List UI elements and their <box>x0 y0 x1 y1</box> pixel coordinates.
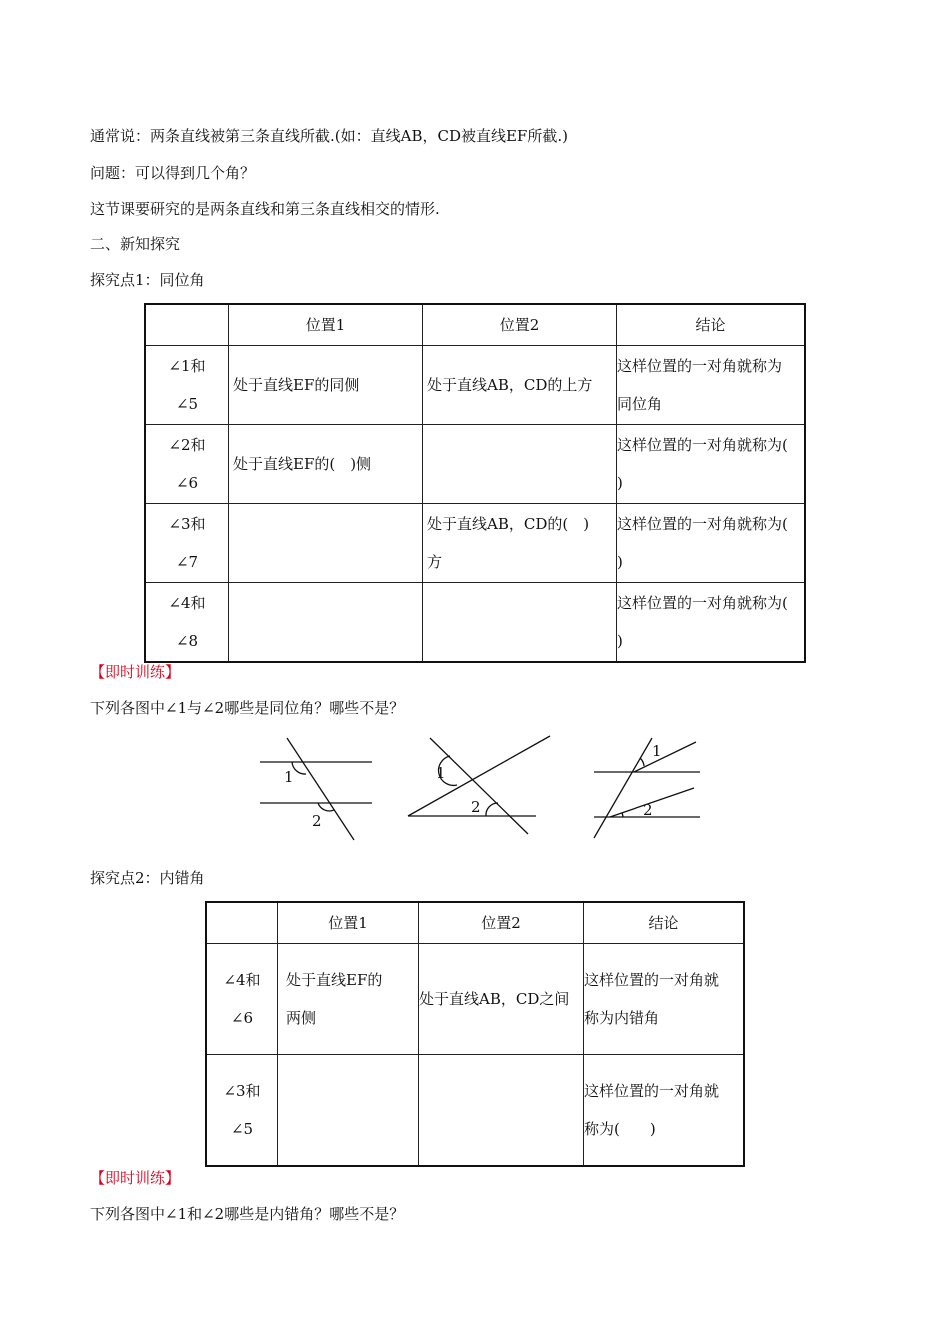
conclusion-text: 这样位置的一对角就称为 <box>617 357 783 375</box>
angle-pair-label: ∠3和 <box>168 515 206 533</box>
angle-pair-label: ∠2和 <box>168 436 206 454</box>
conclusion-text: 这样位置的一对角就称为( <box>617 515 788 533</box>
section-heading: 二、新知探究 <box>90 235 181 253</box>
position1-text: 处于直线EF的 <box>286 971 383 989</box>
angle-pair-label: ∠3和 <box>223 1081 261 1100</box>
ray-to-angle1 <box>634 742 696 772</box>
fig1-angle1-label: 1 <box>284 768 294 786</box>
training-label-2: 【即时训练】 <box>90 1169 181 1187</box>
table-row <box>145 583 805 662</box>
conclusion-text: 这样位置的一对角就称为( <box>617 436 788 454</box>
training-label-1: 【即时训练】 <box>90 663 181 681</box>
question-corresponding: 下列各图中∠1与∠2哪些是同位角？哪些不是？ <box>90 699 405 717</box>
paragraph-question: 问题：可以得到几个角？ <box>90 164 256 182</box>
figure-3 <box>594 738 700 838</box>
angle-arc-1 <box>640 758 644 766</box>
angle-pair-label: ∠7 <box>175 553 199 571</box>
angle-pair-label: ∠6 <box>230 1009 254 1027</box>
question-alternate-interior: 下列各图中∠1和∠2哪些是内错角？哪些不是？ <box>90 1205 405 1223</box>
angle-pair-label: ∠5 <box>175 395 199 413</box>
conclusion-text: 称为( ) <box>584 1119 656 1138</box>
table1-header-position2: 位置2 <box>423 304 617 346</box>
conclusion-text: 称为内错角 <box>584 1009 660 1027</box>
position2-cell <box>423 425 617 504</box>
table2-header-position1: 位置1 <box>278 902 419 944</box>
explore-point-2-heading: 探究点2：内错角 <box>90 869 205 887</box>
conclusion-text: 这样位置的一对角就 <box>584 1081 720 1100</box>
angle-pair-label: ∠4和 <box>223 971 261 989</box>
table-row <box>145 425 805 504</box>
angle-pair-label: ∠4和 <box>168 593 206 612</box>
fig3-angle1-label: 1 <box>652 742 662 760</box>
table-row <box>145 504 805 583</box>
position2-text: 处于直线AB，CD的( ) <box>427 515 590 533</box>
conclusion-text: ) <box>617 631 623 650</box>
position2-cell <box>423 583 617 662</box>
table2-header-position2: 位置2 <box>419 902 584 944</box>
position2-cell: 处于直线AB，CD的上方 <box>423 346 617 425</box>
table2-header-empty <box>206 902 278 944</box>
transversal <box>430 738 528 834</box>
table-row <box>145 346 805 425</box>
position1-cell: 处于直线EF的同侧 <box>229 346 423 425</box>
angle-pair-label: ∠6 <box>175 474 199 492</box>
position1-cell <box>229 583 423 662</box>
table-row <box>206 944 744 1055</box>
conclusion-text: 这样位置的一对角就称为( <box>617 593 788 612</box>
angle-pair-label: ∠8 <box>175 631 199 650</box>
corresponding-angle-figures <box>250 730 720 845</box>
conclusion-text: 这样位置的一对角就 <box>584 971 720 989</box>
conclusion-text: ) <box>617 474 623 492</box>
fig1-angle2-label: 2 <box>312 812 322 830</box>
position1-cell: 处于直线EF的( )侧 <box>229 425 423 504</box>
position1-text: 两侧 <box>286 1009 317 1027</box>
figure-2 <box>408 736 550 834</box>
table-row <box>206 1055 744 1166</box>
transversal <box>594 738 652 838</box>
corresponding-angles-table <box>144 303 806 663</box>
fig3-angle2-label: 2 <box>643 801 653 819</box>
fig2-angle2-label: 2 <box>471 798 481 816</box>
alternate-interior-angles-table <box>205 901 745 1167</box>
position2-text: 方 <box>427 553 443 571</box>
table1-header-conclusion: 结论 <box>617 304 806 346</box>
table1-header-position1: 位置1 <box>229 304 423 346</box>
position2-cell: 处于直线AB，CD之间 <box>419 944 584 1055</box>
paragraph-intro: 通常说：两条直线被第三条直线所截.(如：直线AB，CD被直线EF所截.) <box>90 127 568 145</box>
position2-cell <box>419 1055 584 1166</box>
table1-header-empty <box>145 304 229 346</box>
conclusion-text: 同位角 <box>617 395 663 413</box>
position1-cell <box>229 504 423 583</box>
fig2-angle1-label: 1 <box>436 764 446 782</box>
angle-pair-label: ∠1和 <box>168 357 206 375</box>
conclusion-text: ) <box>617 553 623 571</box>
angle-pair-label: ∠5 <box>230 1119 254 1138</box>
angle-arc-2 <box>486 803 498 816</box>
paragraph-topic: 这节课要研究的是两条直线和第三条直线相交的情形. <box>90 200 440 218</box>
table2-header-conclusion: 结论 <box>584 902 745 944</box>
explore-point-1-heading: 探究点1：同位角 <box>90 271 205 289</box>
